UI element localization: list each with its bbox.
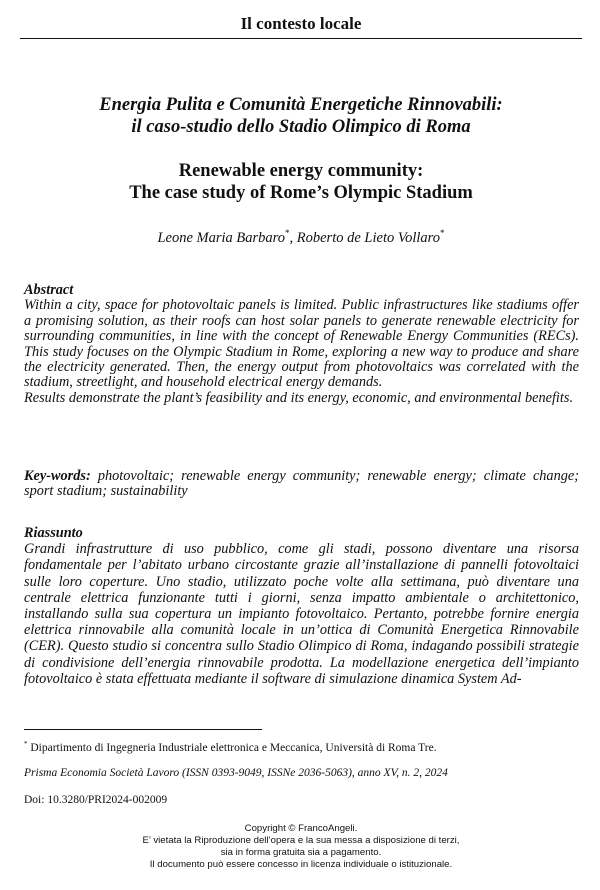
copyright-notice	[20, 823, 582, 871]
copyright-line1: Copyright © FrancoAngeli.	[244, 823, 358, 834]
abstract-section	[24, 283, 579, 406]
title-english-line2: The case study of Rome’s Olympic Stadium	[129, 183, 473, 203]
title-italian-line2: il caso-studio dello Stadio Olimpico di Roma	[131, 117, 471, 137]
author-2-mark: *	[440, 228, 445, 238]
copyright-line2: E’ vietata la Riproduzione dell’opera e la sua messa a disposizione di terzi,	[142, 835, 460, 846]
footnote-divider	[24, 729, 262, 730]
authors	[20, 224, 582, 247]
keywords-text: photovoltaic; renewable energy community; renewable energy; climate change; sport stadium; sustainability	[24, 468, 579, 500]
footnote-mark: *	[24, 740, 28, 748]
doi: Doi: 10.3280/PRI2024-002009	[24, 794, 168, 806]
copyright-line3: sia in forma gratuita sia a pagamento.	[220, 847, 382, 858]
riassunto-section	[24, 525, 579, 687]
riassunto-body: Grandi infrastrutture di uso pubblico, come gli stadi, possono diventare una risorsa fondamentale per l’abitato urbano circostante grazie all’installazione di pannelli fotovoltaici sulle loro coperture. Uno stadio, utilizzato poche volte alla settimana, può diventare una centrale elettrica funzionante tutti i giorni, senza impatto ambientale o architettonico, installando sulla sua copertura un impianto fotovoltaico. Pertanto, potrebbe fornire energia elettrica rinnovabile alla comunità locale in un’ottica di Comunità Energetica Rinnovabile (CER). Questo studio si concentra sullo Stadio Olimpico di Roma, indagando possibili strategie di condivisione dell’energia rinnovabile prodotta. La modellazione energetica dell’impianto fotovoltaico è stata effettuata mediante il software di simulazione dinamica System Ad-	[24, 541, 579, 687]
keywords-section	[24, 469, 579, 500]
title-italian	[20, 94, 582, 138]
author-1-mark: *	[285, 228, 290, 238]
footnote-affiliation	[24, 737, 584, 755]
title-english	[20, 160, 582, 204]
abstract-body: Within a city, space for photovoltaic panels is limited. Public infrastructures like stadiums offer a promising solution, as their roofs can host solar panels to generate renewable electricity for surrounding communities, in line with the concept of Renewable Energy Communities (RECs). This study focuses on the Olympic Stadium in Rome, exploring a new way to produce and share the electricity generated. Then, the energy output from photovoltaics was correlated with the stadium, streetlight, and household electrical energy demands.	[24, 297, 579, 391]
abstract-results: Results demonstrate the plant’s feasibility and its energy, economic, and environmental benefits.	[24, 389, 574, 406]
journal-citation: Prisma Economia Società Lavoro (ISSN 0393-9049, ISSNe 2036-5063), anno XV, n. 2, 2024	[24, 767, 448, 779]
riassunto-heading: Riassunto	[24, 525, 83, 541]
running-head: Il contesto locale	[20, 10, 582, 39]
copyright-line4: Il documento può essere concesso in licenza individuale o istituzionale.	[149, 859, 453, 870]
keywords-label: Key-words:	[24, 468, 91, 484]
abstract-heading: Abstract	[24, 282, 74, 298]
author-2: Roberto de Lieto Vollaro	[296, 229, 441, 246]
author-separator: ,	[289, 229, 297, 246]
author-1: Leone Maria Barbaro	[157, 229, 286, 246]
footnote-affiliation-text: Dipartimento di Ingegneria Industriale elettronica e Meccanica, Università di Roma Tre.	[27, 741, 437, 754]
title-english-line1: Renewable energy community:	[178, 161, 424, 181]
title-italian-line1: Energia Pulita e Comunità Energetiche Rinnovabili:	[99, 95, 503, 115]
